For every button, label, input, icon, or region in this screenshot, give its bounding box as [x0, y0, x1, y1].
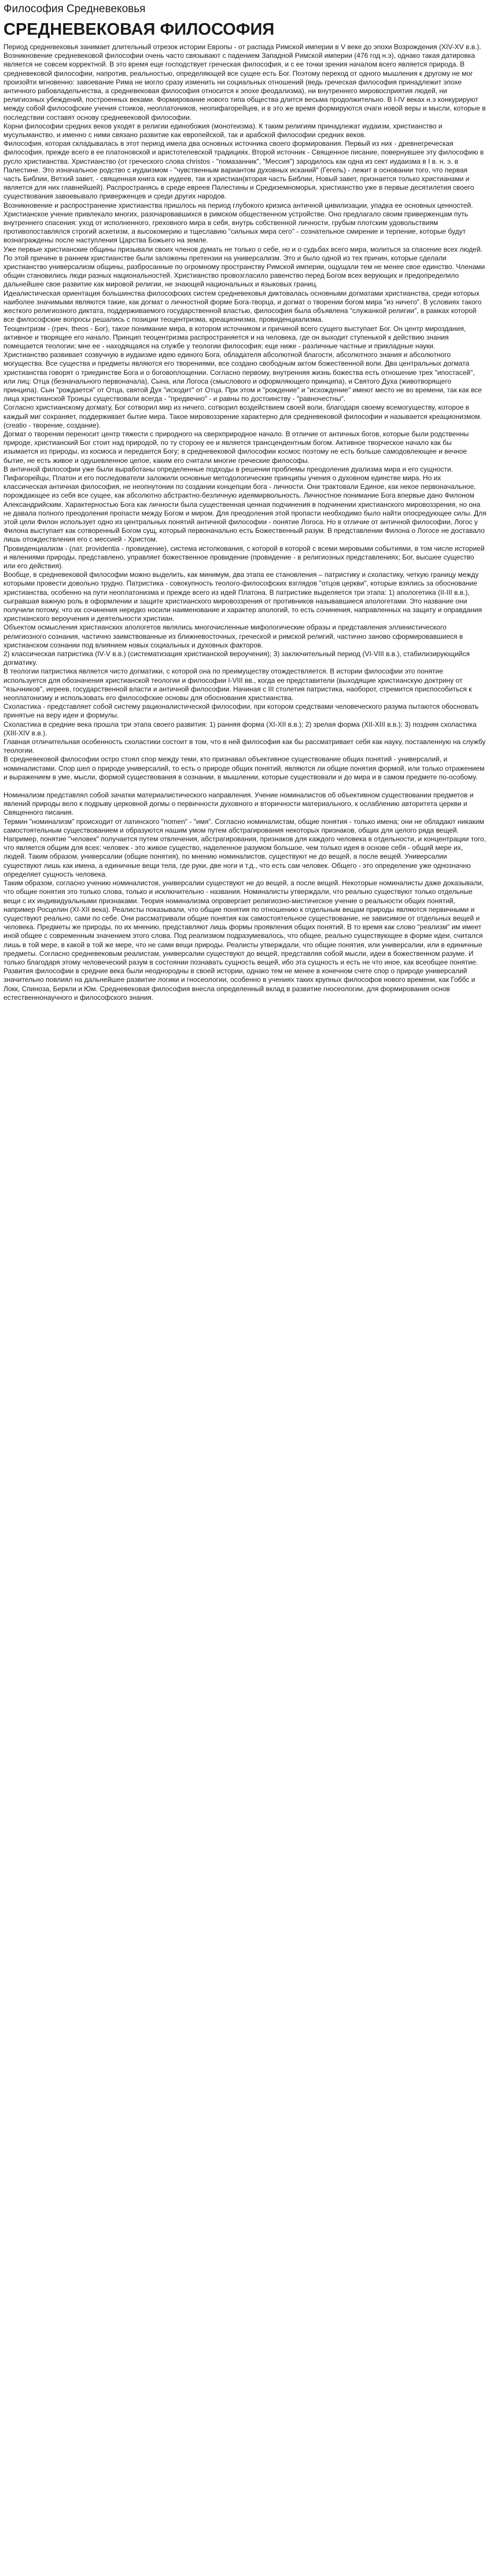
paragraph: Развития философии в средние века были неоднородны в своей истории, однако тем не менее в конечном счете спор о природе универсалий значительно повлиял на дальнейшее развитие логики и гносеологии, особенно в учениях таких крупных философов нового времени, как Гоббс и Локк, Спиноза, Беркли и Юм. Средневековая философия внесла определенный вклад в развитие гносеологии, для формирования основ естественнонаучного и философского знания. — [3, 967, 476, 1002]
paragraph: Объектом осмысления христианских апологетов являлись многочисленные мифологические образы и представления эллинистического религиозного сознания, частично заимствованные из ближневосточных, греческой и римской религий, частично заново сформировавшиеся в христианском сознании под влиянием новых социальных и духовных факторов. — [3, 623, 463, 649]
paragraph: Христианство развивает созвучную в иудаизме идею единого Бога, обладателя абсолютной благости, абсолютного знания и абсолютного могущества. Все существа и предметы являются его творениями, все создано свободным актом божественной воли. Два центральных догмата христианства говорят о триединстве Бога и о боговоплощении. Согласно первому, внутренняя жизнь божества есть отношение трех "ипостасей", или лиц: Отца (безначального первоначала), Сына, или Логоса (смыслового и оформляющего принципа), и Святого Духа (животворящего принципа). Сын "рождается" от Отца, святой Дух "исходит" от Отца. При этом и "рождение" и "исхождение" имеют место не во времени, так как все лица христианской Троицы существовали всегда - "предвечно" - и равны по достоинству - "равночестны". — [3, 351, 482, 403]
paragraph: В античной философии уже были выработаны определенные подходы в решении проблемы преодоления дуализма мира и его сущности. Пифагорейцы, Платон и его последователи заложили основные методологические принципы учения о духовном единстве мира. Но их классическая античная философия, не неопнутонии по создании концепции бога - личности. Они трактовали Единое, как некое первоначальное, порождающее из себя все сущее, как абсолютно абстрактно-безличную идеямирвольность. Личностное понимание Бога впервые дано Филоном Александрийским. Характерностью Бога как личности была существенная ценная подчинения в подчинении христианского мировоззрения, но она не давала полного преодоления пропасти между Богом и миром. Для преодоления этой пропасти необходимо было найти опосредующее силы. Для этой цели Филон использует одно из центральных понятий античной философии - понятие Логоса. Но в отличие от античной философии, Логос у Филона выступает как сотворенный Богом сущ, который первоначально есть Божественный разум. В представлении Филона о Логосе не доставало лишь отождествления его с мессией - Христом. — [3, 465, 487, 544]
paragraph: Период средневековья занимает длительный отрезок истории Европы - от распада Римской империи в V веке до эпохи Возрождения (XIV-XV в.в.). Возникновение средневековой философии очень часто связывают с падением Западной Римской империи (476 год н.э), однако такая датировка является не совсем корректной. В это время еще господствует греческая философия, и с ее точки зрения началом всего является природа. В средневековой философии, напротив, реальностью, определяющей все сущее есть Бог. Поэтому переход от одного мышления к другому не мог произойти мгновенно: завоевание Рима не могло сразу изменить ни социальных отношений (ведь греческая философия принадлежит эпохе античного рабовладельчества, а средневековая философия относится к эпохе феодализма), ни внутреннего мировосприятия людей, ни религиозных убеждений, построенных веками. Формирование нового типа общества длится весьма продолжительно. В I-IV веках н.э конкурируют между собой философские учения стоиков, неоплатоников, неопифагорейцев, и в это же время формируются очаги новой веры и мысли, которые в последствии составят основу средневековой философии. — [3, 43, 486, 122]
paragraph: Схоластика в средние века прошла три этапа своего развития: 1) ранняя форма (XI-XII в.в.); 2) зрелая форма (XII-XIII в.в.); 3) поздняя схоластика (XIII-XIV в.в.). — [3, 720, 477, 737]
paragraph: Вообще, в средневековой философии можно выделить, как минимум, два этапа ее становления – патристику и схоластику, четкую границу между которыми провести довольно трудно. Патристика - совокупность теолого-философских взглядов "отцов церкви", которые взялись за обоснование христианства, особенно на пути неоплатонизма и прежде всего из идей Платона. В патристике выделяется три этапа: 1) апологетика (II-III в.в.), сыгравшая важную роль в оформлении и защите христианского мировоззрения от противников называвшиеся апологетами. Это название они получили потому, что их сочинения нередко носили наименование и характер апологий, то есть сочинения, направленных на защиту и оправдания христианского вероучения и деятельности христиан. — [3, 571, 482, 623]
paragraph: В средневековой философии остро стоял спор между теми, кто признавал объективное существование общих понятий - универсалий, и номиналистами. Спор шел о природе универсалий, то есть о природе общих понятий, являются ли общие понятия формой, или только отражением и выражением в уме, мысли, формой существования в сознании, в мышлении, которые существовали и до мира и в самом предмете по-особому. — [3, 755, 485, 781]
paragraph: Номинализм представлял собой зачатки материалистического направления. Учение номиналистов об объективном существовании предметов и явлений природы вело к подрыву церковной догмы о первичности духовного и вторичности материального, к ослаблению авторитета церкви и Священного писания. — [3, 791, 474, 817]
page — [0, 0, 490, 1002]
paragraph: В теологии патристика является чисто догматики, с которой она по преимуществу отождествляется. В истории философии это понятие используется для обозначения христианской теологии и философии I-VIII вв., когда ее представители (выходящие христианскую доктрину от "язычников", иереев, государственной власти и античной философии. Начиная с III столетия патристика, наоборот, стремится приспособиться к неоплатонизму и использовать его философские основы для обоснования христианства. — [3, 667, 472, 702]
paragraph: Главная отличительная особенность схоластики состоит в том, что в ней философия как бы рассматривает себя как науку, поставленную на службу теологии. — [3, 738, 486, 755]
paragraph: Догмат о творении переносит центр тяжести с природного на сверхприродное начало. В отличие от античных богов, которые были родственны природе, христианский Бог стоит над природой, по ту сторону ее и является трансцендентным богом. Активное творческое начало как бы изымается из природы, из космоса и передается Богу; в средневековой философии космос поэтому не есть больше самодовлеющее и вечное бытие, не есть живое и одушевленное целое, каким его считали многие греческие философы. — [3, 429, 469, 465]
paragraph: Корни философии средних веков уходят в религии единобожия (монотеизма). К таким религиям принадлежат иудаизм, христианство и мусульманство, и именно с ними связано развитие как европейской, так и арабской философии средних веков. — [3, 122, 443, 139]
paragraph: 2) классическая патристика (IV-V в.в.) (систематизация христианской вероучения); 3) заключительный период (VI-VIII в.в.), стабилизирующийся догматику. — [3, 650, 470, 667]
paragraph: Уже первые христианские общины призывали своих членов думать не только о себе, но и о судьбах всего мира, молиться за спасение всех людей. По этой причине в раннем христианстве были заложены претензии на универсализм. Это и было одной из тех причин, которые сделали христианство универсализм общины, разбросанные по огромному пространству Римской империи, ощущали тем не менее свое единство. Членами общин становились люди разных национальностей. Христианство провозгласило равенство перед Богом всех верующих и предопределило дальнейшее свое развитие как мировой религии, не знающей национальных и языковых границ. — [3, 245, 485, 289]
paragraph: Схоластика - представляет собой систему рационалистической философии, при котором средствами человеческого разума пытаются обосновать принятые на веру идеи и формулы. — [3, 702, 479, 720]
paragraph: Теоцентризм - (греч. theos - Бог), такое понимание мира, в котором источником и причиной всего сущего выступает Бог. Он центр мироздания, активное и творящее его начало. Принцип теоцентризма распространяется и на человека, где он выходит ступенькой к действию знания помещается теологии; мне ее - находящаяся на службе у теологии философия; еще ниже - различные частные и прикладные науки. — [3, 324, 466, 350]
paragraph: Согласно христианскому догмату, Бог сотворил мир из ничего, сотворил воздействием своей воли, благодаря своему всемогуществу, которое в каждый миг сохраняет, поддерживает бытие мира. Такое мировоззрение характерно для средневековой философии и называется креационизмом. (creatio - творение, создание). — [3, 403, 482, 429]
document-header: Философия Средневековья — [3, 3, 146, 15]
paragraph: Идеалистическая ориентация большинства философских систем средневековья диктовалась основными догматами христианства, среди которых наиболее значимыми являются такие, как догмат о личностной форме Бога-творца, и догмат о творении богом мира "из ничего". В условиях такого жесткого религиозного диктата, поддерживаемого государственной властью, философия была объявлена "служанкой религии", в рамках которой все философские вопросы решались с позиции теоцентризма, креационизма, провиденциализма. — [3, 289, 482, 324]
paragraph-gap — [3, 782, 487, 791]
page-title: СРЕДНЕВЕКОВАЯ ФИЛОСОФИЯ — [3, 20, 275, 39]
paragraph: Провиденциализм - (лат. providentia - провидение), система истолкования, с которой в которой с всеми мировыми событиями, в том числе историей и явлениями природы, представлено, управляет божественное провидение (провидение - в религиозных представлениях; Бог, высшее существо или его действия). — [3, 544, 485, 570]
paragraph: Возникновение и распространение христианства пришлось на период глубокого кризиса античной цивилизации, упадка ее основных ценностей. Христианское учение привлекало многих, разочаровавшихся в римском общественном устройстве. Оно предлагало своим приверженцам путь внутреннего спасения: уход от исполненного, греховного мира в себя, внутрь собственной личности, грубым плотским удовольствиям противопоставлялся строгий аскетизм, а высокомерию и тщеславию "сильных мира сего" - сознательное смирение и терпение, которые будут вознаграждены после наступления Царства Божьего на земле. — [3, 201, 473, 245]
article-body — [3, 43, 487, 1002]
paragraph: Философия, которая складывалась в этот период имела два основных источника своего формирования. Первый из них - древнегреческая философия, прежде всего в ее платоновской и аристотелевской традициях. Второй источник - Священное писание, повернувшее эту философию в русло христианства. Христианство (от греческого слова christos - "помазанник", "Мессия") зародилось как одна из сект иудаизма в I в. н. э. в Палестине. Это изначальное родство с иудаизмом - "чувственным вариантом духовных исканий" (Гегель) - лежит в основании того, что первая часть Библии, Ветхий завет, - священная книга как иудеев, так и христиан(вторая часть Библии, Новый завет, признается только христианами и является для них главнейшей). Распространясь в среде евреев Палестины и Средиземноморья, христианство уже в первые десятилетия своего существования завоевывало приверженцев и среди других народов. — [3, 139, 484, 201]
paragraph: Термин "номинализм" происходит от латинского "nomen" - "имя". Согласно номиналистам, общие понятия - только имена; они не обладают никаким самостоятельным существованием и образуются нашим умом путем абстрагирования некоторых признаков, общих для целого ряда вещей. Например, понятие "человек" получается путем отвлечения, абстрагирования, признаков для каждого человека в отдельности, и концентрации того, что является общим для всех: человек - это живое существо, наделенное разумом большое, чем только идея в основе себя - общий мере их, людей. Таким образом, универсалии (общие понятия), по мнению номиналистов, существуют не до вещей, а после вещей. Универсалии существуют лишь как имена, а единичные вещи тела, где руки, две ноги и т.д., что есть сам человек. Общего - это определение уже однозначно определяет сущность человека. — [3, 817, 486, 878]
paragraph: Таким образом, согласно учению номиналистов, универсалии существуют не до вещей, а после вещей. Некоторые номиналисты даже доказывали, что общие понятия это только слова, только и исключительно - названия. Номиналисты утверждали, что реально существуют только отдельные вещи с их индивидуальными признаками. Теория номинализма опровергает религиозно-мистическое учение о реальности общих понятий, например Росцелин (XI-XII века). Реалисты показывали, что общие понятия по отношению к отдельным вещам природы являются первичными и существуют реально, сами по себе. Они рассматривали общие понятия как самостоятельное существование, не зависимое от отдельных вещей и человека. Предметы же природы, по их мнению, представляют лишь формы проявления общих понятий. В то время как слово "реализм" им имеет иной общее с современным значением этого слова. Под реализмом подразумевалось, что общее, реально существующее в форме идеи, считался лишь в той мере, в какой в той же мере, что не сами вещи природы. Реалисты утверждали, что общие понятия, или универсалии, или в единичные предметы. Согласно средневековым реалистам, универсалии существуют до вещей, представляя собой мысли, идеи в божественном разуме. И только благодаря этому человеческий разум в состоянии познавать сущность вещей, ибо эта сущность и есть не что иное, как всеобщее понятие. — [3, 879, 484, 966]
